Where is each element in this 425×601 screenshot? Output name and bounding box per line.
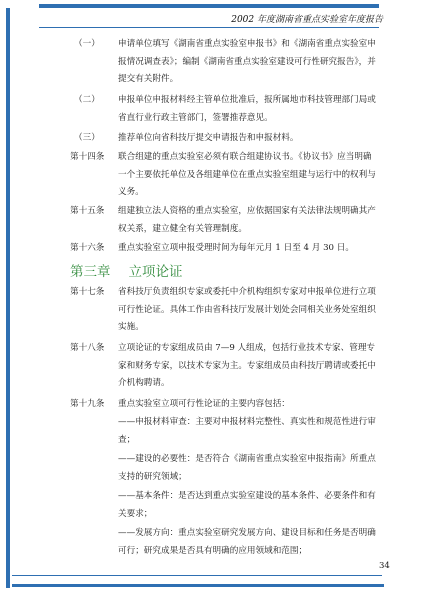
- page-number: 34: [379, 561, 390, 571]
- running-header: 2002 年度湖南省重点实验室年度报告: [231, 15, 383, 25]
- section-text: 申报单位申报材料经主管单位批准后，报所属地市科技管理部门局或省直行业行政主管部门，签署推荐意见。: [118, 95, 376, 123]
- section-text: 推荐单位向省科技厅提交申请报告和申报材料。: [118, 133, 299, 143]
- chapter-heading: [70, 260, 183, 280]
- header-rule: [39, 27, 379, 28]
- article-label: 第十九条: [70, 399, 105, 409]
- article-text: 立项论证的专家组成员由 7—9 人组成，包括行业技术专家、管理专家和财务专家，以技术专家为主。专家组成员由科技厅聘请或委托中介机构聘请。: [118, 343, 376, 388]
- section-label: （二）: [74, 95, 100, 105]
- footer-rule: [12, 575, 382, 576]
- section-label: （一）: [74, 39, 100, 49]
- section-label: （三）: [74, 133, 100, 143]
- article-text: 重点实验室立项可行性论证的主要内容包括：: [118, 399, 290, 409]
- article-label: 第十六条: [70, 243, 105, 253]
- footer-frame-bar: [12, 584, 384, 587]
- article-label: 第十八条: [70, 343, 105, 353]
- chapter-title: 立项论证: [128, 264, 183, 280]
- article-text: 重点实验室立项申报受理时间为每年元月 1 日至 4 月 30 日。: [118, 243, 354, 253]
- article-label: 第十五条: [70, 206, 105, 216]
- left-frame-bar: [6, 8, 10, 588]
- chapter-number: 第三章: [70, 264, 111, 280]
- section-text: 申请单位填写《湖南省重点实验室申报书》和《湖南省重点实验室申报情况调查表》；编制《湖南省重点实验室建设可行性研究报告》，并提交有关附件。: [118, 39, 376, 84]
- article-label: 第十四条: [70, 152, 105, 162]
- document-page: 2002 年度湖南省重点实验室年度报告 （一） 申请单位填写《湖南省重点实验室申报书》和《湖南省重点实验室申报情况调查表》；编制《湖南省重点实验室建设可行性研究报告》，并提交有关附件。 （二） 申报单位申报材料经主管单位批准后，报所属地市科技管理部门局或省直行业行政主管部门，签署推荐意见。 （三） 推荐单位向省科技厅提交申请报告和申报材料。 第十四条 联合组建的重点实验室必须有联合组建协议书。《协议书》应当明确一个主要依托单位及各组建单位在重点实验室组建与运行中的权利与义务。 第十五条 组建独立法人资格的重点实验室，应依据国家有关法律法规明确其产权关系，建立健全有关管理制度。 第十六条 重点实验室立项申报受理时间为每年元月 1 日至 4 月 30 日。 第三章 立项论证 第十七条 省科技厅负责组织专家或委托中介机构组织专家对申报单位进行立项可行性论证。具体工作由省科技厅发展计划处会同相关业务处室组织实施。 第十八条 立项论证的专家组成员由 7—9 人组成，包括行业技术专家、管理专家和财务专家，以技术专家为主。专家组成员由科技厅聘请或委托中介机构聘请。 第十九条 重点实验室立项可行性论证的主要内容包括： ——申报材料审查：主要对申报材料完整性、真实性和规范性进行审查； ——建设的必要性：是否符合《湖南省重点实验室申报指南》所重点支持的研究领域； ——基本条件：是否达到重点实验室建设的基本条件、必要条件和有关要求； ——发展方向：重点实验室研究发展方向、建设目标和任务是否明确可行；研究成果是否具有明确的应用领域和范围； 34: [0, 0, 425, 601]
- article-text: 组建独立法人资格的重点实验室，应依据国家有关法律法规明确其产权关系，建立健全有关管理制度。: [118, 206, 376, 234]
- article-text: 联合组建的重点实验室必须有联合组建协议书。《协议书》应当明确一个主要依托单位及各组建单位在重点实验室组建与运行中的权利与义务。: [118, 152, 376, 197]
- article-label: 第十七条: [70, 287, 105, 297]
- article-text: 省科技厅负责组织专家或委托中介机构组织专家对申报单位进行立项可行性论证。具体工作由省科技厅发展计划处会同相关业务处室组织实施。: [118, 287, 376, 332]
- top-frame-bar: [39, 4, 379, 8]
